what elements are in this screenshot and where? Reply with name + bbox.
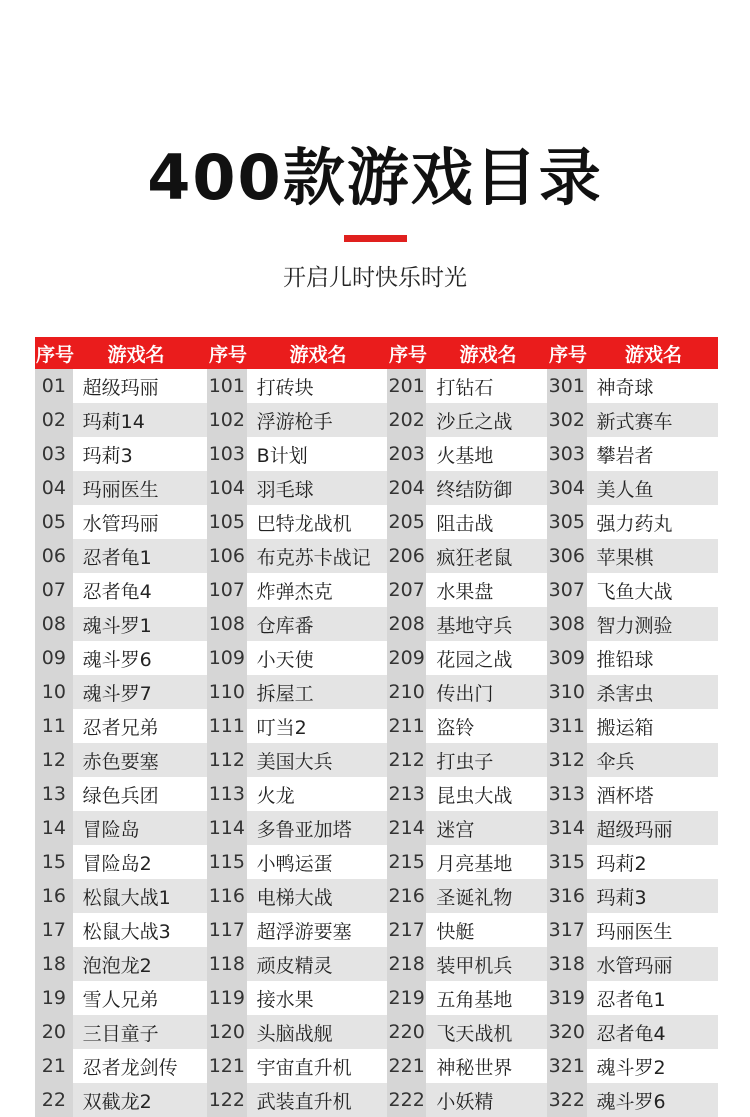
table-row (387, 811, 547, 845)
game-number: 109 (207, 641, 247, 675)
game-number: 307 (547, 573, 587, 607)
game-name: 超浮游要塞 (256, 920, 352, 943)
table-row (207, 607, 387, 641)
game-number: 210 (387, 675, 426, 709)
game-name: 小天使 (256, 648, 314, 671)
game-name: 推铅球 (596, 648, 654, 671)
game-name: 智力测验 (596, 614, 673, 637)
game-name: 装甲机兵 (436, 954, 513, 977)
table-row (35, 471, 207, 505)
game-number: 314 (547, 811, 587, 845)
table-row (207, 675, 387, 709)
table-row (387, 777, 547, 811)
table-row (207, 981, 387, 1015)
table-row (387, 573, 547, 607)
game-number: 06 (35, 539, 73, 573)
table-row (547, 369, 718, 403)
game-number: 212 (387, 743, 426, 777)
game-name: 魂斗罗6 (82, 648, 152, 671)
game-name: 打钻石 (436, 376, 494, 399)
game-name: 忍者龟4 (596, 1022, 666, 1045)
table-row (207, 437, 387, 471)
game-number: 305 (547, 505, 587, 539)
table-row (35, 777, 207, 811)
game-name: 水管玛丽 (596, 954, 673, 977)
table-row (387, 403, 547, 437)
game-name: 玛莉2 (596, 852, 647, 875)
table-row (35, 709, 207, 743)
game-number: 103 (207, 437, 247, 471)
game-number: 115 (207, 845, 247, 879)
game-name: 五角基地 (436, 988, 513, 1011)
game-name: 玛莉14 (82, 410, 145, 433)
game-number: 14 (35, 811, 73, 845)
table-row (547, 641, 718, 675)
table-row (207, 709, 387, 743)
game-number: 320 (547, 1015, 587, 1049)
table-row (547, 743, 718, 777)
game-number: 09 (35, 641, 73, 675)
game-number: 110 (207, 675, 247, 709)
game-name: 盗铃 (436, 716, 475, 739)
game-name: 传出门 (436, 682, 494, 705)
game-number: 215 (387, 845, 426, 879)
game-name: 泡泡龙2 (82, 954, 152, 977)
table-body (207, 369, 387, 1117)
game-name: 赤色要塞 (82, 750, 159, 773)
game-number: 302 (547, 403, 587, 437)
game-name: 多鲁亚加塔 (256, 818, 352, 841)
header-game-name: 游戏名 (624, 343, 682, 366)
header-game-name: 游戏名 (289, 343, 347, 366)
game-number: 201 (387, 369, 426, 403)
game-name: 宇宙直升机 (256, 1056, 352, 1079)
game-number: 121 (207, 1049, 247, 1083)
game-name: 电梯大战 (256, 886, 333, 909)
game-number: 218 (387, 947, 426, 981)
game-name: 小鸭运蛋 (256, 852, 333, 875)
game-number: 08 (35, 607, 73, 641)
game-name: B计划 (256, 444, 308, 467)
game-number: 21 (35, 1049, 73, 1083)
game-name: 阻击战 (436, 512, 494, 535)
table-row (35, 403, 207, 437)
game-name: 神奇球 (596, 376, 654, 399)
game-name: 神秘世界 (436, 1056, 513, 1079)
table-row (207, 471, 387, 505)
table-row (547, 811, 718, 845)
table-row (207, 913, 387, 947)
header-number: 序号 (35, 343, 74, 366)
table-header (387, 337, 547, 369)
table-row (35, 607, 207, 641)
game-name: 头脑战舰 (256, 1022, 333, 1045)
game-name: 忍者兄弟 (82, 716, 159, 739)
game-name: 魂斗罗2 (596, 1056, 666, 1079)
table-row (207, 505, 387, 539)
game-name: 水管玛丽 (82, 512, 159, 535)
table-row (35, 1083, 207, 1117)
game-number: 112 (207, 743, 247, 777)
table-row (387, 845, 547, 879)
table-row (387, 709, 547, 743)
game-name: 昆虫大战 (436, 784, 513, 807)
game-name: 武装直升机 (256, 1090, 352, 1113)
game-name: 超级玛丽 (596, 818, 673, 841)
game-name: 迷宫 (436, 818, 475, 841)
game-number: 118 (207, 947, 247, 981)
table-row (387, 1083, 547, 1117)
game-name: 火龙 (256, 784, 295, 807)
game-number: 16 (35, 879, 73, 913)
table-row (387, 1049, 547, 1083)
game-name: 松鼠大战3 (82, 920, 171, 943)
game-name: 苹果棋 (596, 546, 654, 569)
game-name: 双截龙2 (82, 1090, 152, 1113)
game-number: 03 (35, 437, 73, 471)
game-number: 105 (207, 505, 247, 539)
table-row (35, 675, 207, 709)
game-number: 213 (387, 777, 426, 811)
table-row (35, 641, 207, 675)
game-name: 强力药丸 (596, 512, 673, 535)
game-number: 309 (547, 641, 587, 675)
game-name: 巴特龙战机 (256, 512, 352, 535)
table-row (207, 369, 387, 403)
header-game-name: 游戏名 (107, 343, 165, 366)
table-row (35, 913, 207, 947)
game-name: 玛丽医生 (82, 478, 159, 501)
game-number: 317 (547, 913, 587, 947)
game-list-table (35, 337, 718, 1117)
game-number: 11 (35, 709, 73, 743)
game-name: 魂斗罗1 (82, 614, 152, 637)
table-body (35, 369, 207, 1117)
game-number: 108 (207, 607, 247, 641)
table-row (547, 845, 718, 879)
game-number: 113 (207, 777, 247, 811)
game-name: 沙丘之战 (436, 410, 513, 433)
game-name: 新式赛车 (596, 410, 673, 433)
game-name: 花园之战 (436, 648, 513, 671)
table-row (547, 505, 718, 539)
table-row (547, 573, 718, 607)
table-row (547, 879, 718, 913)
table-header (35, 337, 207, 369)
table-row (547, 947, 718, 981)
game-number: 13 (35, 777, 73, 811)
game-name: 圣诞礼物 (436, 886, 513, 909)
game-number: 222 (387, 1083, 426, 1117)
game-name: 松鼠大战1 (82, 886, 171, 909)
game-number: 12 (35, 743, 73, 777)
table-row (207, 573, 387, 607)
table-row (35, 879, 207, 913)
game-name: 伞兵 (596, 750, 635, 773)
table-row (207, 947, 387, 981)
table-row (207, 403, 387, 437)
game-name: 接水果 (256, 988, 314, 1011)
game-name: 玛丽医生 (596, 920, 673, 943)
game-number: 322 (547, 1083, 587, 1117)
game-name: 快艇 (436, 920, 475, 943)
game-number: 117 (207, 913, 247, 947)
table-row (547, 471, 718, 505)
game-name: 小妖精 (436, 1090, 494, 1113)
game-name: 羽毛球 (256, 478, 314, 501)
game-number: 221 (387, 1049, 426, 1083)
game-name: 攀岩者 (596, 444, 654, 467)
game-name: 魂斗罗7 (82, 682, 152, 705)
game-name: 打虫子 (436, 750, 494, 773)
game-name: 飞鱼大战 (596, 580, 673, 603)
table-row (547, 1049, 718, 1083)
game-name: 忍者龟4 (82, 580, 152, 603)
game-number: 312 (547, 743, 587, 777)
page-title: 400款游戏目录 (147, 141, 603, 214)
header-game-name: 游戏名 (459, 343, 517, 366)
table-row (207, 743, 387, 777)
table-row (547, 607, 718, 641)
table-row (35, 505, 207, 539)
game-name: 仓库番 (256, 614, 314, 637)
table-row (547, 1083, 718, 1117)
game-number: 19 (35, 981, 73, 1015)
game-number: 104 (207, 471, 247, 505)
table-row (547, 403, 718, 437)
table-row (547, 539, 718, 573)
table-row (35, 1015, 207, 1049)
game-number: 208 (387, 607, 426, 641)
game-number: 316 (547, 879, 587, 913)
game-name: 搬运箱 (596, 716, 654, 739)
table-row (35, 947, 207, 981)
title-divider (344, 235, 407, 242)
table-row (387, 369, 547, 403)
game-name: 冒险岛 (82, 818, 140, 841)
column-group-3 (387, 337, 547, 1117)
table-row (547, 437, 718, 471)
game-number: 220 (387, 1015, 426, 1049)
game-name: 终结防御 (436, 478, 513, 501)
game-number: 308 (547, 607, 587, 641)
table-row (387, 437, 547, 471)
table-row (207, 1083, 387, 1117)
game-number: 207 (387, 573, 426, 607)
game-number: 22 (35, 1083, 73, 1117)
header-number: 序号 (548, 343, 587, 366)
table-row (35, 743, 207, 777)
game-number: 313 (547, 777, 587, 811)
table-row (547, 777, 718, 811)
game-number: 20 (35, 1015, 73, 1049)
game-number: 209 (387, 641, 426, 675)
table-header (207, 337, 387, 369)
game-name: 火基地 (436, 444, 494, 467)
game-name: 月亮基地 (436, 852, 513, 875)
table-row (387, 607, 547, 641)
game-name: 叮当2 (256, 716, 307, 739)
table-header (547, 337, 718, 369)
game-number: 219 (387, 981, 426, 1015)
game-number: 206 (387, 539, 426, 573)
game-name: 布克苏卡战记 (256, 546, 371, 569)
table-row (387, 743, 547, 777)
game-number: 205 (387, 505, 426, 539)
table-row (207, 845, 387, 879)
game-number: 319 (547, 981, 587, 1015)
game-number: 303 (547, 437, 587, 471)
table-row (207, 879, 387, 913)
table-row (207, 777, 387, 811)
table-row (387, 879, 547, 913)
game-name: 雪人兄弟 (82, 988, 159, 1011)
game-number: 119 (207, 981, 247, 1015)
game-number: 318 (547, 947, 587, 981)
game-name: 炸弹杰克 (256, 580, 333, 603)
game-number: 216 (387, 879, 426, 913)
table-row (387, 505, 547, 539)
game-number: 211 (387, 709, 426, 743)
game-number: 15 (35, 845, 73, 879)
header-number: 序号 (388, 343, 427, 366)
game-name: 三目童子 (82, 1022, 159, 1045)
table-body (387, 369, 547, 1117)
header-number: 序号 (208, 343, 247, 366)
game-number: 217 (387, 913, 426, 947)
game-name: 浮游枪手 (256, 410, 333, 433)
table-row (387, 981, 547, 1015)
table-body (547, 369, 718, 1117)
game-name: 杀害虫 (596, 682, 654, 705)
game-number: 106 (207, 539, 247, 573)
game-name: 玛莉3 (82, 444, 133, 467)
game-number: 18 (35, 947, 73, 981)
table-row (387, 641, 547, 675)
game-number: 114 (207, 811, 247, 845)
game-number: 120 (207, 1015, 247, 1049)
table-row (35, 845, 207, 879)
game-name: 忍者龟1 (596, 988, 666, 1011)
game-number: 315 (547, 845, 587, 879)
game-number: 17 (35, 913, 73, 947)
game-number: 102 (207, 403, 247, 437)
game-number: 301 (547, 369, 587, 403)
table-row (35, 1049, 207, 1083)
table-row (35, 539, 207, 573)
game-name: 酒杯塔 (596, 784, 654, 807)
game-number: 07 (35, 573, 73, 607)
game-number: 202 (387, 403, 426, 437)
game-name: 超级玛丽 (82, 376, 159, 399)
game-number: 306 (547, 539, 587, 573)
page-subtitle: 开启儿时快乐时光 (283, 265, 467, 291)
table-row (35, 811, 207, 845)
game-number: 122 (207, 1083, 247, 1117)
table-row (387, 1015, 547, 1049)
game-name: 美国大兵 (256, 750, 333, 773)
table-row (207, 811, 387, 845)
game-number: 116 (207, 879, 247, 913)
game-number: 05 (35, 505, 73, 539)
game-number: 311 (547, 709, 587, 743)
game-name: 水果盘 (436, 580, 494, 603)
table-row (547, 709, 718, 743)
game-name: 玛莉3 (596, 886, 647, 909)
game-name: 美人鱼 (596, 478, 654, 501)
game-number: 111 (207, 709, 247, 743)
game-name: 打砖块 (256, 376, 314, 399)
game-number: 310 (547, 675, 587, 709)
game-number: 214 (387, 811, 426, 845)
table-row (207, 1049, 387, 1083)
game-name: 顽皮精灵 (256, 954, 333, 977)
table-row (207, 539, 387, 573)
game-name: 冒险岛2 (82, 852, 152, 875)
table-row (387, 471, 547, 505)
game-number: 321 (547, 1049, 587, 1083)
table-row (387, 675, 547, 709)
table-row (207, 1015, 387, 1049)
table-row (35, 981, 207, 1015)
table-row (35, 369, 207, 403)
game-number: 02 (35, 403, 73, 437)
game-number: 107 (207, 573, 247, 607)
table-row (35, 573, 207, 607)
game-number: 203 (387, 437, 426, 471)
game-name: 忍者龟1 (82, 546, 152, 569)
table-row (387, 913, 547, 947)
table-row (547, 913, 718, 947)
game-name: 忍者龙剑传 (82, 1056, 178, 1079)
game-name: 基地守兵 (436, 614, 513, 637)
game-number: 04 (35, 471, 73, 505)
column-group-1 (35, 337, 207, 1117)
game-name: 魂斗罗6 (596, 1090, 666, 1113)
table-row (387, 539, 547, 573)
column-group-2 (207, 337, 387, 1117)
table-row (35, 437, 207, 471)
game-number: 01 (35, 369, 73, 403)
game-name: 飞天战机 (436, 1022, 513, 1045)
game-name: 绿色兵团 (82, 784, 159, 807)
game-number: 101 (207, 369, 247, 403)
game-name: 疯狂老鼠 (436, 546, 513, 569)
table-row (207, 641, 387, 675)
table-row (547, 981, 718, 1015)
game-number: 304 (547, 471, 587, 505)
game-name: 拆屋工 (256, 682, 314, 705)
column-group-4 (547, 337, 718, 1117)
table-row (547, 1015, 718, 1049)
table-row (547, 675, 718, 709)
game-number: 204 (387, 471, 426, 505)
table-row (387, 947, 547, 981)
game-number: 10 (35, 675, 73, 709)
